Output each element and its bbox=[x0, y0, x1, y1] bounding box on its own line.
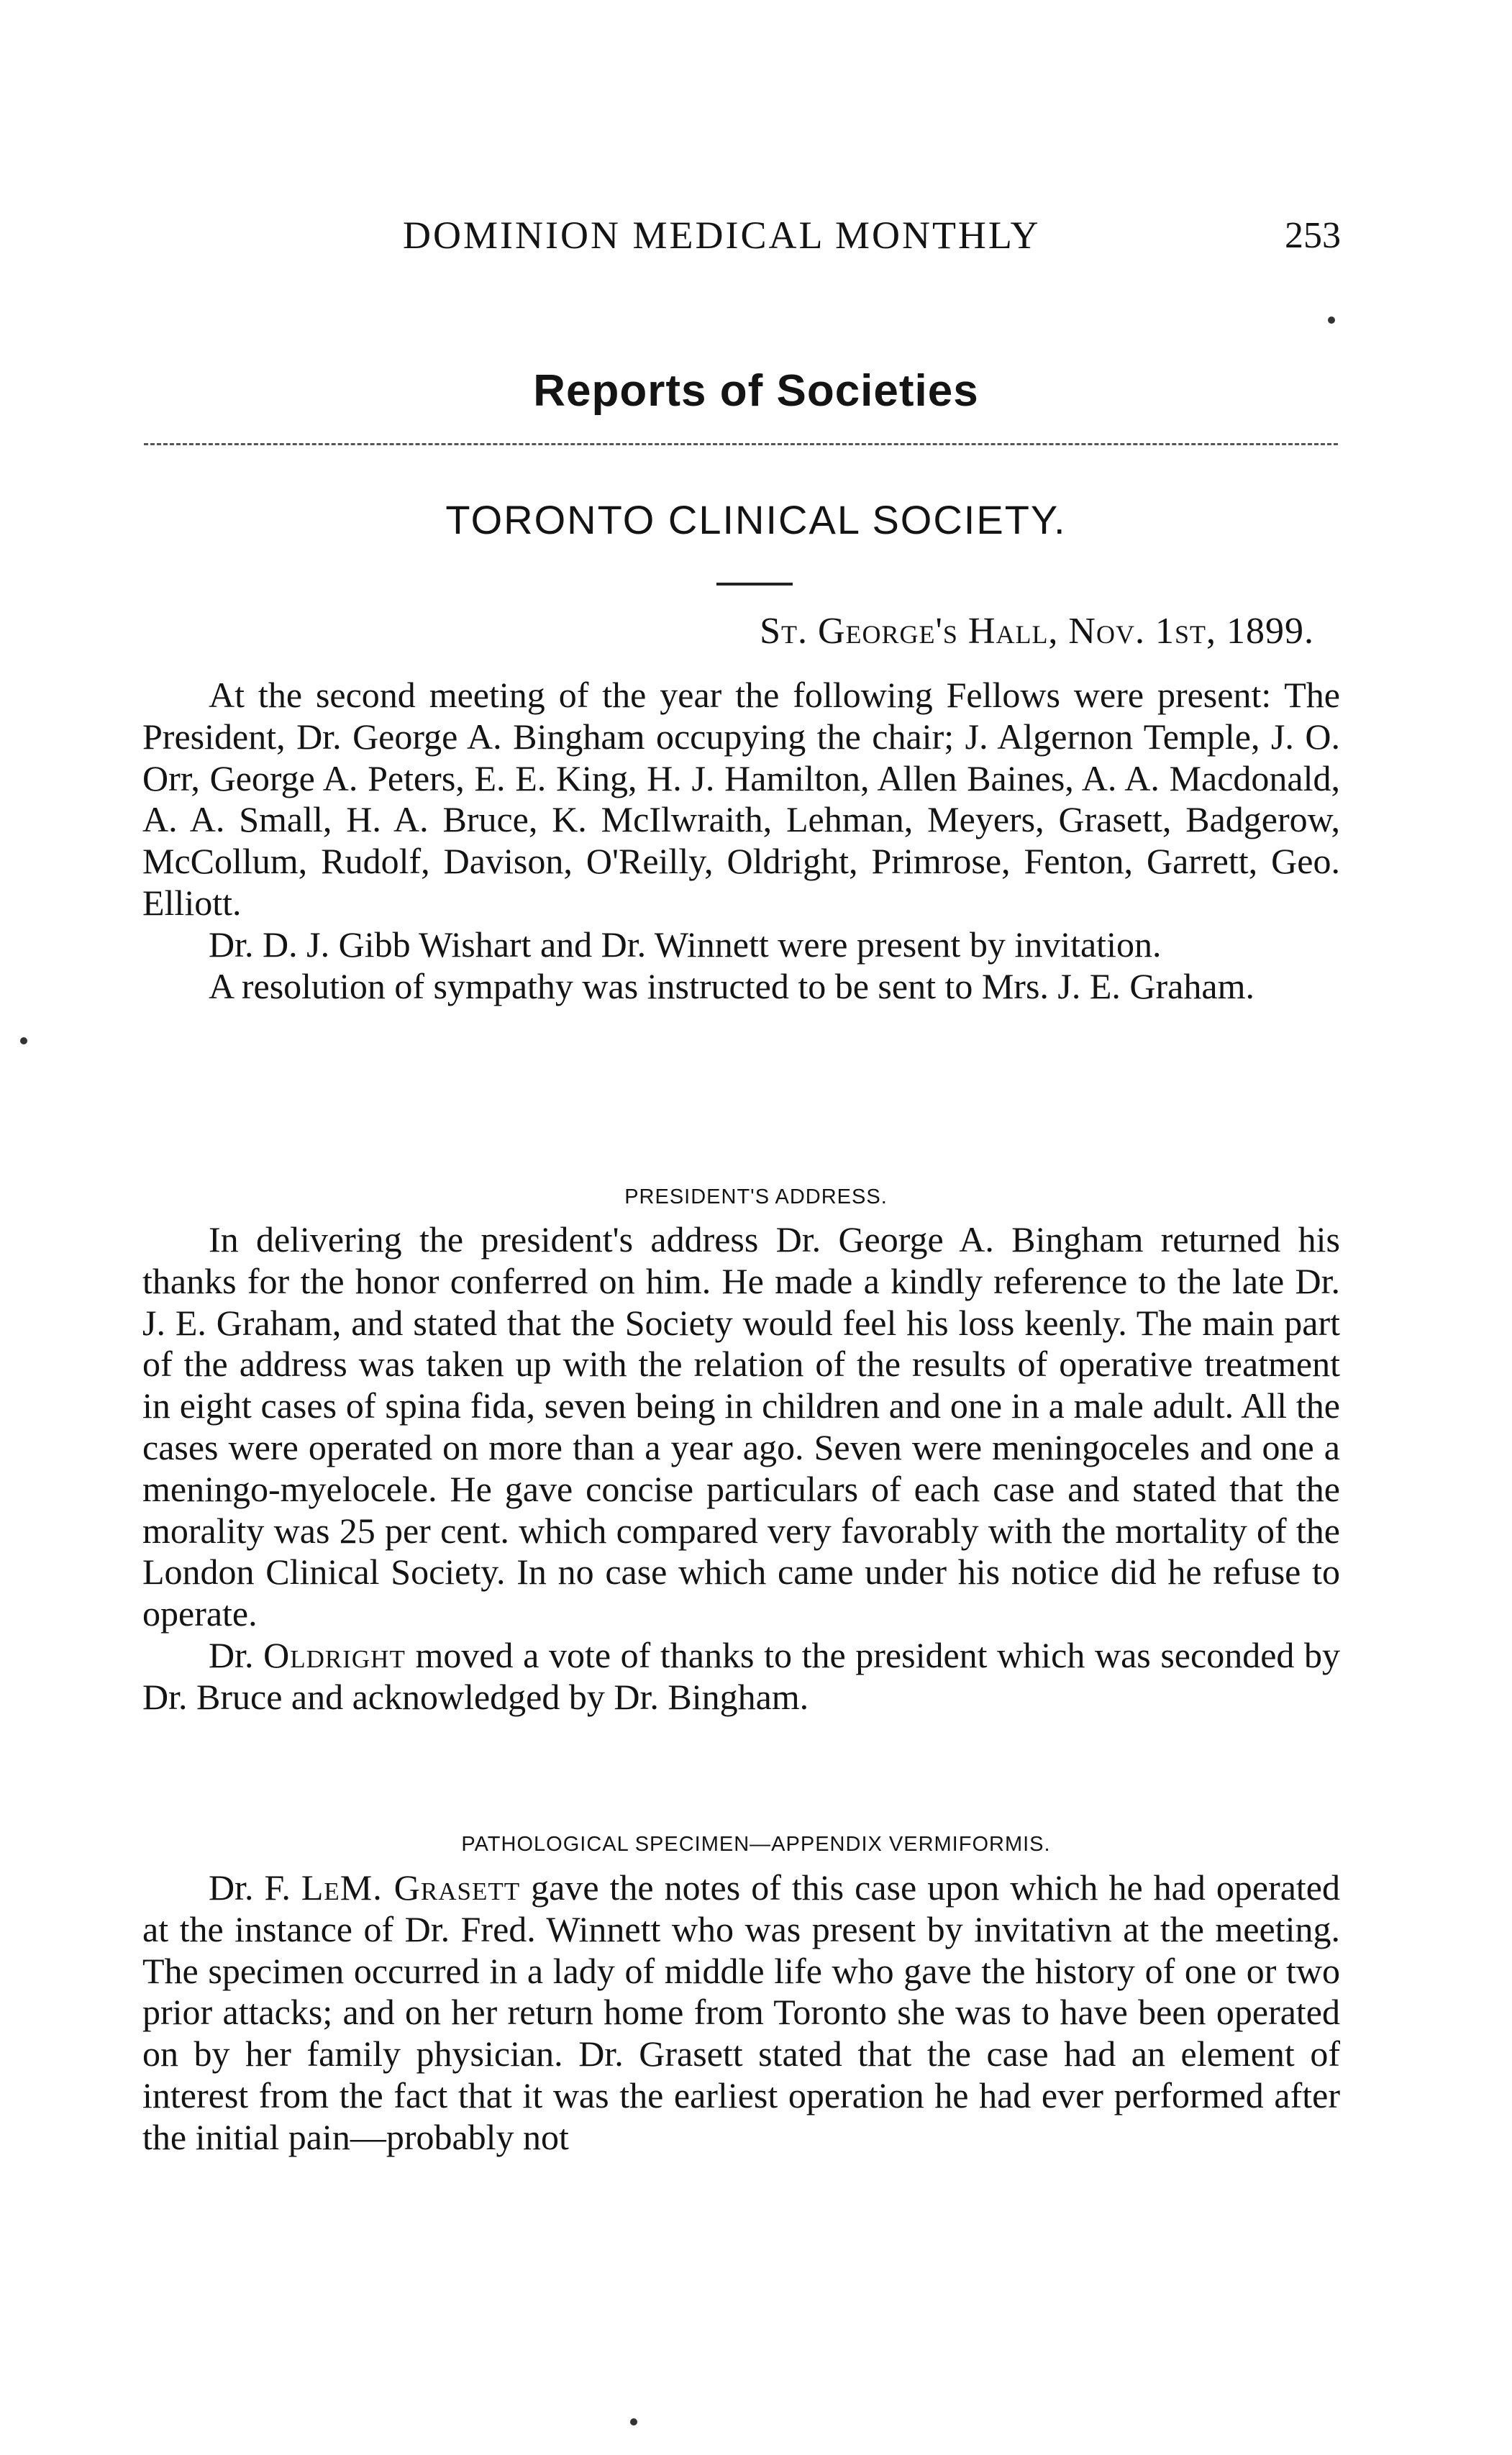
dashed-divider bbox=[144, 443, 1338, 445]
specimen-prefix: Dr. F. bbox=[209, 1867, 301, 1908]
section-title: Reports of Societies bbox=[533, 366, 979, 416]
society-title: TORONTO CLINICAL SOCIETY. bbox=[445, 497, 1067, 542]
vote-prefix: Dr. bbox=[209, 1634, 264, 1675]
pathological-specimen-section bbox=[142, 1867, 1340, 2159]
presenter-name: LeM. Grasett bbox=[301, 1867, 521, 1908]
vote-text: moved a vote of thanks to the president which was seconded by Dr. Bruce and acknowledged by Dr. Bingham. bbox=[142, 1634, 1341, 1717]
place-date-block bbox=[142, 610, 1340, 653]
resolution-paragraph: A resolution of sympathy was instructed to be sent to Mrs. J. E. Graham. bbox=[209, 965, 1254, 1006]
short-divider bbox=[716, 583, 793, 586]
running-head-title: DOMINION MEDICAL MONTHLY bbox=[403, 214, 1041, 257]
margin-dot bbox=[1328, 316, 1335, 324]
pathological-specimen-heading: PATHOLOGICAL SPECIMEN—APPENDIX VERMIFORMIS. bbox=[461, 1833, 1051, 1856]
speaker-name: Oldright bbox=[263, 1634, 406, 1675]
page-number: 253 bbox=[1285, 215, 1341, 256]
vote-of-thanks-paragraph bbox=[142, 1635, 1340, 1718]
address-paragraph: In delivering the president's address Dr. George A. Bingham returned his thanks for the honor conferred on him. He made a kindly reference to the late Dr. J. E. Graham, and stated that the Society would feel his loss keenly. The main part of the address was taken up with the relation of the results of operative treatment in eight cases of spina fida, seven being in children and one in a male adult. All the cases were operated on more than a year ago. Seven were meningoceles and one a meningo-myelocele. He gave concise particulars of each case and stated that the morality was 25 per cent. which compared very favorably with the mortality of the London Clinical Society. In no case which came under his notice did he refuse to operate. bbox=[142, 1219, 1340, 1634]
margin-dot bbox=[20, 1037, 27, 1044]
specimen-text: gave the notes of this case upon which he had operated at the instance of Dr. Fred. Winnett who was present by invitativn at the meeting. The specimen occurred in a lady of middle life who gave the history of one or two prior attacks; and on her return home from Toronto she was to have been operated on by her family physician. Dr. Grasett stated that the case had an element of interest from the fact that it was the earliest operation he had ever performed after the initial pain—probably not bbox=[142, 1867, 1341, 2157]
margin-dot bbox=[630, 2418, 637, 2426]
specimen-paragraph bbox=[142, 1867, 1340, 2159]
meeting-place-date: St. George's Hall, Nov. 1st, 1899. bbox=[760, 611, 1314, 652]
attendance-paragraph: At the second meeting of the year the following Fellows were present: The President, Dr. George A. Bingham occupying the chair; J. Algernon Temple, J. O. Orr, George A. Peters, E. E. King, H. J. Hamilton, Allen Baines, A. A. Macdonald, A. A. Small, H. A. Bruce, K. McIlwraith, Lehman, Meyers, Grasett, Badgerow, McCollum, Rudolf, Davison, O'Reilly, Oldright, Primrose, Fenton, Garrett, Geo. Elliott. bbox=[142, 675, 1340, 923]
president-address-heading: PRESIDENT'S ADDRESS. bbox=[624, 1185, 888, 1208]
president-address-section bbox=[142, 1219, 1340, 1718]
intro-section bbox=[142, 675, 1340, 1007]
invitation-paragraph: Dr. D. J. Gibb Wishart and Dr. Winnett were present by invitation. bbox=[209, 924, 1162, 965]
